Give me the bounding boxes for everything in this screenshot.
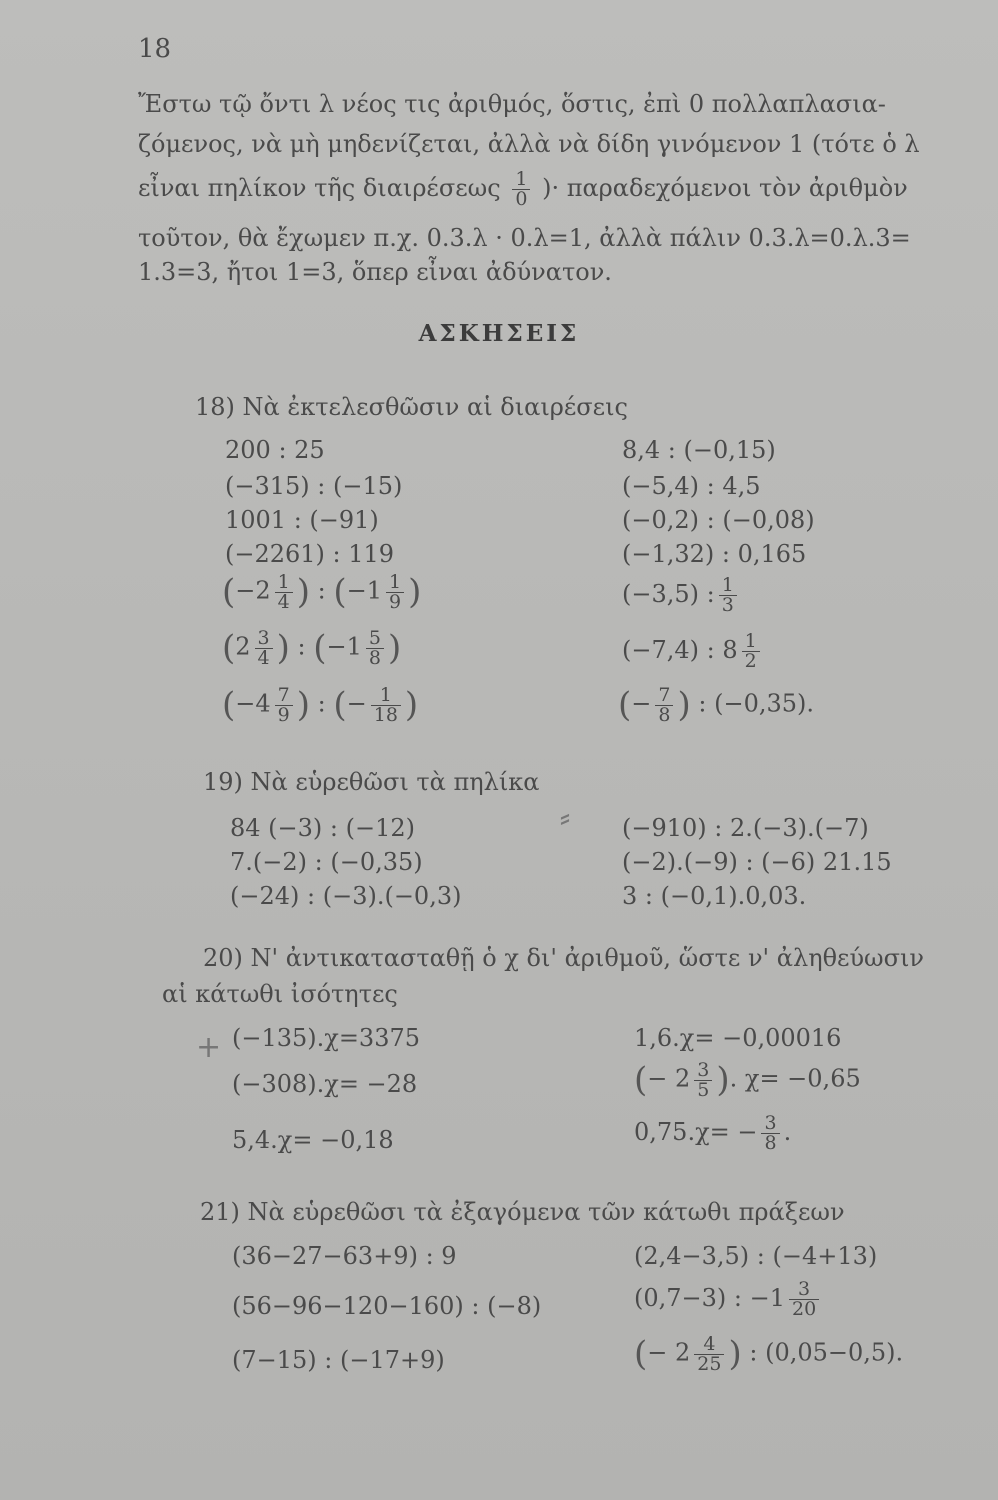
ex20-right-1: 1,6.χ= −0,00016 — [634, 1024, 842, 1052]
ex20-left-1: (−135).χ=3375 — [232, 1024, 421, 1052]
fraction — [761, 1114, 779, 1153]
numerator: 7 — [275, 686, 293, 706]
numerator: 1 — [386, 573, 404, 593]
denominator: 3 — [721, 594, 734, 616]
denominator: 9 — [277, 703, 290, 726]
ex21-right-2 — [634, 1280, 823, 1319]
denominator: 0 — [515, 188, 528, 210]
page-number: 18 — [138, 34, 172, 64]
expr: 0,75.χ= − — [634, 1118, 758, 1146]
fraction — [719, 576, 737, 615]
numerator: 3 — [255, 629, 273, 649]
intro-line-3-rest: )· παραδεχόμενοι τὸν ἀριθμὸν — [542, 174, 908, 202]
whole: −4 — [235, 689, 271, 718]
whole: − 2 — [647, 1338, 691, 1367]
intro-line-5: 1.3=3, ἤτοι 1=3, ὅπερ εἶναι ἀδύνατον. — [138, 258, 612, 286]
fraction — [275, 570, 293, 613]
ex19-left-3: (−24) : (−3).(−0,3) — [230, 882, 462, 910]
numerator: 1 — [275, 573, 293, 593]
ex21-right-1: (2,4−3,5) : (−4+13) — [634, 1242, 878, 1270]
ex18-left-2: (−315) : (−15) — [225, 472, 403, 500]
intro-line-3 — [138, 170, 908, 209]
denominator: 9 — [389, 590, 402, 613]
fraction — [255, 626, 273, 669]
fraction — [386, 570, 404, 613]
pencil-mark: ⸗ — [560, 800, 570, 835]
ex18-left-5: (−2 $\frac{1}{4}$ ) : (−1 $\frac{1}{9}$ ) — [222, 570, 422, 613]
ex20-left-2: (−308).χ= −28 — [232, 1070, 418, 1098]
numerator: 5 — [366, 629, 384, 649]
whole: 2 — [235, 632, 251, 661]
denominator: 5 — [697, 1078, 710, 1101]
exercise-20-title-2: αἱ κάτωθι ἰσότητες — [162, 980, 398, 1008]
ex18-right-7: (− $\frac{7}{8}$ ) : (−0,35). — [618, 683, 814, 726]
ex19-right-1: (−910) : 2.(−3).(−7) — [622, 814, 869, 842]
numerator: 1 — [719, 576, 737, 596]
ex21-right-3: (− 2 $\frac{4}{25}$ ) : (0,05−0,5). — [634, 1332, 904, 1375]
ex20-left-3: 5,4.χ= −0,18 — [232, 1126, 394, 1154]
numerator: 1 — [371, 686, 401, 706]
ex19-left-1: 84 (−3) : (−12) — [230, 814, 415, 842]
ex18-right-4: (−1,32) : 0,165 — [622, 540, 807, 568]
ex18-left-4: (−2261) : 119 — [225, 540, 395, 568]
whole: − 2 — [647, 1064, 691, 1093]
ex21-left-1: (36−27−63+9) : 9 — [232, 1242, 457, 1270]
numerator: 7 — [655, 686, 673, 706]
ex18-left-3: 1001 : (−91) — [225, 506, 379, 534]
expr: (0,7−3) : −1 — [634, 1284, 785, 1312]
numerator: 1 — [742, 632, 760, 652]
intro-line-3-text: εἶναι πηλίκον τῆς διαιρέσεως — [138, 174, 501, 202]
ex19-right-3: 3 : (−0,1).0,03. — [622, 882, 807, 910]
denominator: 2 — [744, 650, 757, 672]
numerator: 1 — [512, 170, 530, 190]
intro-line-2: ζόμενος, νὰ μὴ μηδενίζεται, ἀλλὰ νὰ δίδη γινόμενον 1 (τότε ὁ λ — [138, 130, 920, 158]
intro-line-1: Ἔστω τῷ ὄντι λ νέος τις ἀριθμός, ὅστις, ἐπὶ 0 πολλαπλασια- — [138, 90, 886, 118]
ex18-right-3: (−0,2) : (−0,08) — [622, 506, 815, 534]
numerator: 3 — [761, 1114, 779, 1134]
exercise-21-title: 21) Νὰ εὑρεθῶσι τὰ ἐξαγόμενα τῶν κάτωθι πράξεων — [200, 1198, 845, 1226]
fraction — [789, 1280, 819, 1319]
fraction — [371, 683, 401, 726]
numerator: 4 — [694, 1335, 724, 1355]
whole: −1 — [326, 632, 362, 661]
fraction — [655, 683, 673, 726]
ex18-right-2: (−5,4) : 4,5 — [622, 472, 761, 500]
numerator: 3 — [694, 1061, 712, 1081]
sign: − — [631, 689, 652, 718]
fraction — [366, 626, 384, 669]
denominator: 8 — [764, 1132, 777, 1154]
ex20-right-2: (− 2 $\frac{3}{5}$ ). χ= −0,65 — [634, 1058, 861, 1101]
denominator: 4 — [257, 646, 270, 669]
ex21-left-3: (7−15) : (−17+9) — [232, 1346, 445, 1374]
exercises-heading: ΑΣΚΗΣΕΙΣ — [418, 320, 580, 347]
expr: . χ= −0,65 — [729, 1064, 861, 1093]
intro-line-4: τοῦτον, θὰ ἔχωμεν π.χ. 0.3.λ · 0.λ=1, ἀλλὰ πάλιν 0.3.λ=0.λ.3= — [138, 224, 911, 252]
period: . — [783, 1118, 792, 1146]
denominator: 18 — [373, 703, 398, 726]
ex21-left-2: (56−96−120−160) : (−8) — [232, 1292, 542, 1320]
expr: (−3,5) : — [622, 580, 715, 608]
denominator: 8 — [368, 646, 381, 669]
ex18-left-1: 200 : 25 — [225, 436, 325, 464]
fraction — [694, 1058, 712, 1101]
fraction — [742, 632, 760, 671]
ex20-right-3 — [634, 1114, 791, 1153]
denominator: 4 — [277, 590, 290, 613]
exercise-19-title: 19) Νὰ εὑρεθῶσι τὰ πηλίκα — [203, 768, 540, 796]
ex18-left-6: (2 $\frac{3}{4}$ ) : (−1 $\frac{5}{8}$ ) — [222, 626, 402, 669]
ex18-left-7: (−4 $\frac{7}{9}$ ) : (− $\frac{1}{18}$ ) — [222, 683, 419, 726]
whole: −2 — [235, 576, 271, 605]
exercise-18-title: 18) Νὰ ἐκτελεσθῶσιν αἱ διαιρέσεις — [195, 393, 628, 421]
denominator: 20 — [792, 1298, 817, 1320]
ex18-right-6 — [622, 632, 764, 671]
fraction — [275, 683, 293, 726]
ex19-left-2: 7.(−2) : (−0,35) — [230, 848, 423, 876]
whole: − — [346, 689, 367, 718]
fraction-one-over-zero — [512, 170, 530, 209]
ex19-right-2: (−2).(−9) : (−6) 21.15 — [622, 848, 892, 876]
expr: : (−0,35). — [698, 689, 814, 718]
exercise-20-title: 20) Ν' ἀντικατασταθῇ ὁ χ δι' ἀριθμοῦ, ὥστε ν' ἀληθεύωσιν — [203, 944, 924, 972]
ex18-right-1: 8,4 : (−0,15) — [622, 436, 776, 464]
expr: (−7,4) : 8 — [622, 636, 738, 664]
expr: : (0,05−0,5). — [749, 1338, 904, 1367]
denominator: 8 — [658, 703, 671, 726]
whole: −1 — [346, 576, 383, 605]
denominator: 25 — [697, 1352, 722, 1375]
numerator: 3 — [789, 1280, 819, 1300]
fraction — [694, 1332, 724, 1375]
ex18-right-5 — [622, 576, 741, 615]
pencil-mark-plus: + — [196, 1030, 222, 1065]
